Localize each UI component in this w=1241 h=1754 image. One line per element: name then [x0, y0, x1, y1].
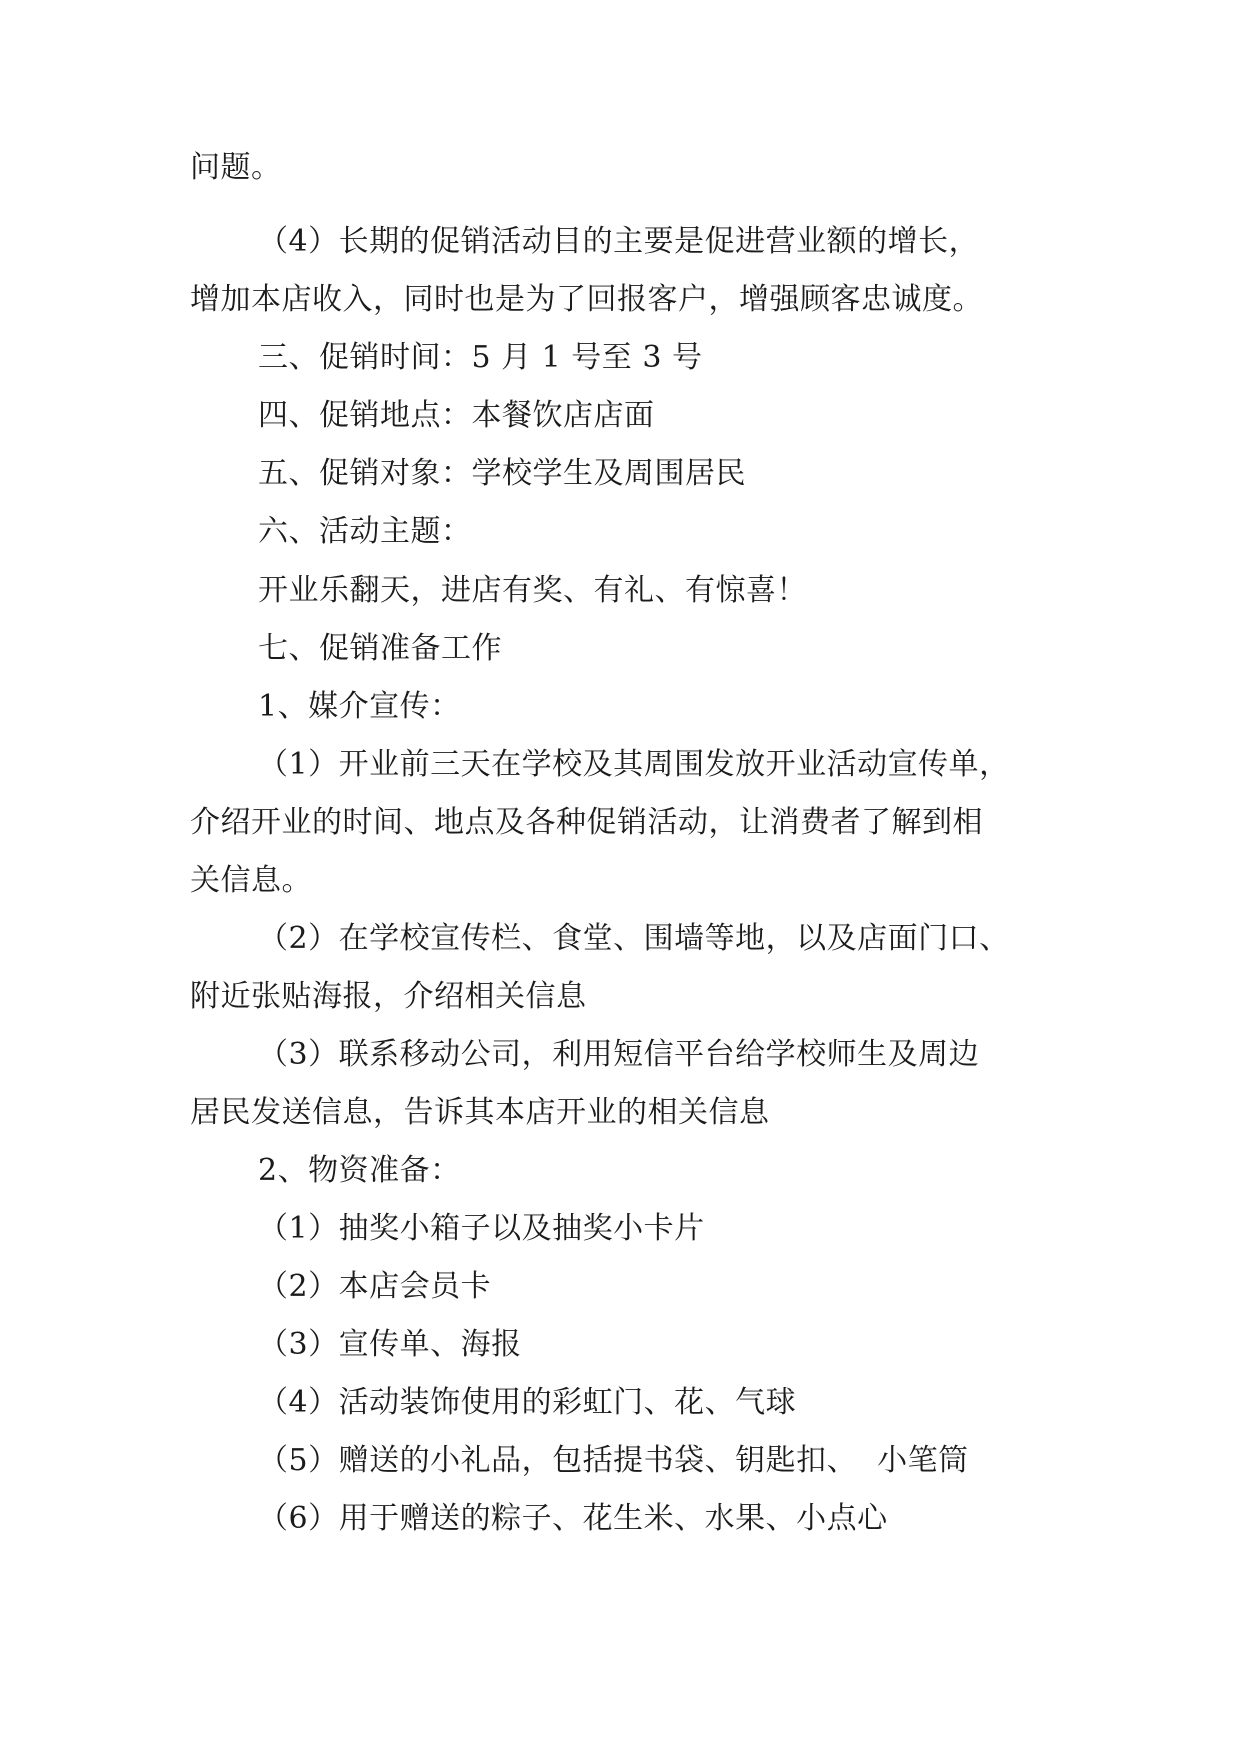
text-line: 五、促销对象：学校学生及周围居民: [258, 456, 746, 491]
text-line: （5）赠送的小礼品，包括提书袋、钥匙扣、 小笔筒: [258, 1443, 969, 1478]
text-line: （4）活动装饰使用的彩虹门、花、气球: [258, 1385, 797, 1420]
text-line: 问题。: [190, 150, 282, 185]
text-line: 2、物资准备：: [258, 1153, 461, 1188]
text-line: （1）抽奖小箱子以及抽奖小卡片: [258, 1211, 705, 1246]
text-line: 三、促销时间：5 月 1 号至 3 号: [258, 340, 703, 375]
text-line: 居民发送信息，告诉其本店开业的相关信息: [190, 1095, 770, 1130]
text-line: 七、促销准备工作: [258, 631, 502, 666]
text-line: （1）开业前三天在学校及其周围发放开业活动宣传单，: [258, 747, 1010, 782]
text-line: 介绍开业的时间、地点及各种促销活动，让消费者了解到相: [190, 805, 983, 840]
text-line: （3）联系移动公司，利用短信平台给学校师生及周边: [258, 1037, 980, 1072]
text-line: （3）宣传单、海报: [258, 1327, 522, 1362]
text-line: 开业乐翻天，进店有奖、有礼、有惊喜！: [258, 573, 807, 608]
text-line: 1、媒介宣传：: [258, 689, 461, 724]
text-line: （2）在学校宣传栏、食堂、围墙等地，以及店面门口、: [258, 921, 1010, 956]
text-line: 关信息。: [190, 863, 312, 898]
text-line: 六、活动主题：: [258, 514, 472, 549]
text-line: （4）长期的促销活动目的主要是促进营业额的增长，: [258, 224, 980, 259]
text-line: （2）本店会员卡: [258, 1269, 492, 1304]
text-line: 增加本店收入，同时也是为了回报客户，增强顾客忠诚度。: [190, 282, 983, 317]
text-line: （6）用于赠送的粽子、花生米、水果、小点心: [258, 1501, 888, 1536]
text-line: 四、促销地点：本餐饮店店面: [258, 398, 655, 433]
text-line: 附近张贴海报，介绍相关信息: [190, 979, 587, 1014]
